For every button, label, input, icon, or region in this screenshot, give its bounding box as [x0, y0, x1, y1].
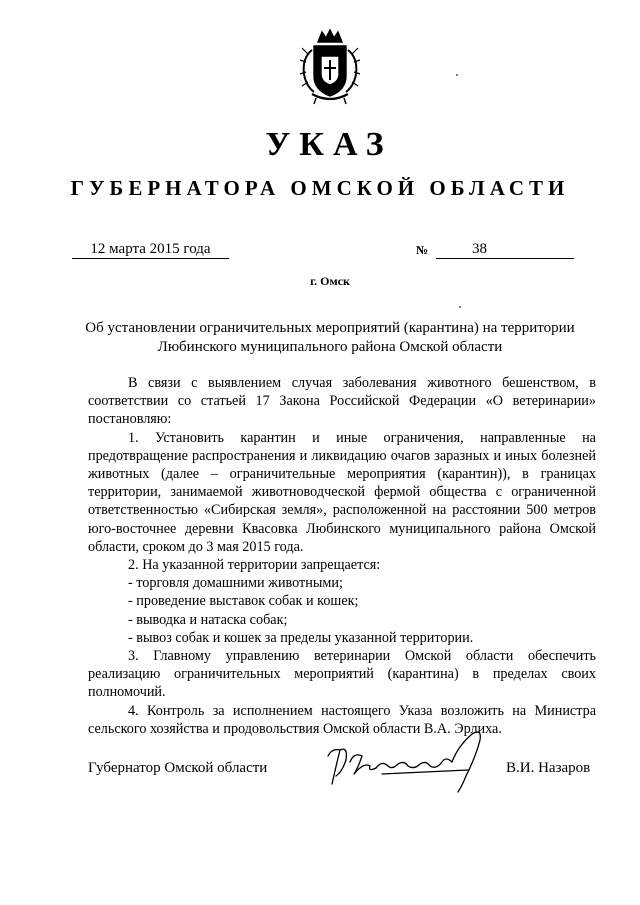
- decree-date: 12 марта 2015 года: [72, 240, 229, 259]
- list-item: - выводка и натаска собак;: [128, 611, 288, 628]
- issuer-title: ГУБЕРНАТОРА ОМСКОЙ ОБЛАСТИ: [70, 176, 570, 200]
- decree-title: УКАЗ: [265, 126, 393, 163]
- item-2-paragraph: 2. На указанной территории запрещается:: [128, 557, 381, 574]
- signatory-position: Губернатор Омской области: [88, 760, 268, 776]
- signatory-name: В.И. Назаров: [506, 760, 591, 776]
- scan-speck: [456, 74, 458, 76]
- list-item: - проведение выставок собак и кошек;: [128, 593, 359, 610]
- item-1-paragraph: 1. Установить карантин и иные ограничения, направленные на предотвращение распространения и ликвидацию очагов заразных и иных болезней животных (далее – ограничительные мероприятия (карантин)), в границах территории, занимаемой животноводческой фермой общества с ограниченной ответственностью «Сибирская земля», расположенной на расстоянии 500 метров юго-восточнее деревни Квасовка Любинского муниципального района Омской области, сроком до 3 мая 2015 года.: [88, 429, 596, 555]
- decree-number: 38: [436, 240, 574, 259]
- coat-of-arms-icon: [296, 28, 364, 106]
- item-3-paragraph: 3. Главному управлению ветеринарии Омской области обеспечить реализацию ограничительных мероприятий (карантина) в пределах своих полномочий.: [88, 648, 596, 701]
- handwritten-signature-icon: [318, 726, 496, 794]
- city-label: г. Омск: [310, 274, 350, 288]
- scan-speck: [459, 306, 461, 308]
- item-4-paragraph: 4. Контроль за исполнением настоящего Указа возложить на Министра сельского хозяйства и продовольствия Омской области В.А. Эрлиха.: [88, 702, 596, 737]
- intro-paragraph: В связи с выявлением случая заболевания животного бешенством, в соответствии со статьей 17 Закона Российской Федерации «О ветеринарии» постановляю:: [88, 375, 596, 428]
- list-item: - торговля домашними животными;: [128, 575, 343, 592]
- list-item: - вывоз собак и кошек за пределы указанной территории.: [128, 629, 474, 646]
- document-title: Об установлении ограничительных мероприятий (карантина) на территории Любинского муниципального района Омской области: [85, 320, 575, 355]
- number-label: №: [416, 243, 429, 257]
- decree-body: [88, 374, 596, 738]
